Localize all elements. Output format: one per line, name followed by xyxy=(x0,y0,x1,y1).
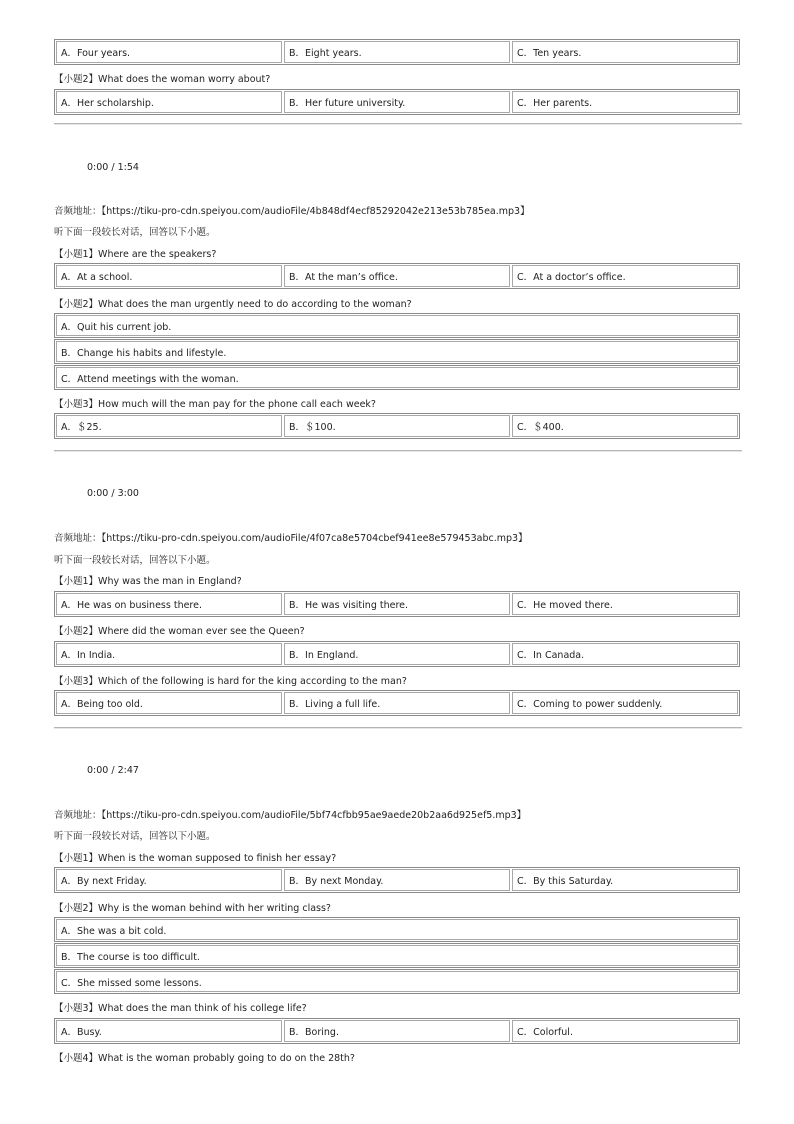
option-row xyxy=(54,867,740,893)
option-b[interactable]: B．In England. xyxy=(284,643,510,665)
option-row xyxy=(54,413,740,439)
question-title: 【小题1】When is the woman supposed to finish her essay? xyxy=(54,853,337,864)
section-divider xyxy=(54,727,742,729)
option-row xyxy=(54,313,740,338)
option-b[interactable]: B．At the man’s office. xyxy=(284,265,510,287)
question-title: 【小题3】Which of the following is hard for the king according to the man? xyxy=(54,676,407,687)
question-title: 【小题2】Why is the woman behind with her writing class? xyxy=(54,903,331,914)
option-row xyxy=(54,690,740,716)
option-b[interactable]: B．By next Monday. xyxy=(284,869,510,891)
audio-time[interactable]: 0:00 / 1:54 xyxy=(87,162,139,173)
option-row xyxy=(54,943,740,968)
question-title: 【小题3】What does the man think of his college life? xyxy=(54,1003,307,1014)
option-a[interactable]: A．He was on business there. xyxy=(56,593,282,615)
option-a[interactable]: A．She was a bit cold. xyxy=(56,919,738,940)
question-title: 【小题1】Where are the speakers? xyxy=(54,249,217,260)
option-c[interactable]: C．Colorful. xyxy=(512,1020,738,1042)
option-row xyxy=(54,917,740,942)
option-row xyxy=(54,39,740,65)
instruction: 听下面一段较长对话，回答以下小题。 xyxy=(54,831,216,842)
question-title: 【小题3】How much will the man pay for the phone call each week? xyxy=(54,399,376,410)
option-row xyxy=(54,1018,740,1044)
audio-time[interactable]: 0:00 / 2:47 xyxy=(87,765,139,776)
option-b[interactable]: B．＄100. xyxy=(284,415,510,437)
question-title: 【小题1】Why was the man in England? xyxy=(54,576,242,587)
section-divider xyxy=(54,450,742,452)
option-row xyxy=(54,969,740,994)
option-b[interactable]: B．Living a full life. xyxy=(284,692,510,714)
option-c[interactable]: C．Attend meetings with the woman. xyxy=(56,367,738,388)
question-title: 【小题2】What does the man urgently need to do according to the woman? xyxy=(54,299,412,310)
option-c[interactable]: C．＄400. xyxy=(512,415,738,437)
option-a[interactable]: A．Being too old. xyxy=(56,692,282,714)
instruction: 听下面一段较长对话，回答以下小题。 xyxy=(54,555,216,566)
option-b[interactable]: B．Boring. xyxy=(284,1020,510,1042)
option-a[interactable]: A．Four years. xyxy=(56,41,282,63)
option-c[interactable]: C．Coming to power suddenly. xyxy=(512,692,738,714)
option-b[interactable]: B．Eight years. xyxy=(284,41,510,63)
option-a[interactable]: A．＄25. xyxy=(56,415,282,437)
option-a[interactable]: A．Busy. xyxy=(56,1020,282,1042)
option-a[interactable]: A．By next Friday. xyxy=(56,869,282,891)
question-title: 【小题4】What is the woman probably going to do on the 28th? xyxy=(54,1053,355,1064)
option-row xyxy=(54,641,740,667)
option-a[interactable]: A．At a school. xyxy=(56,265,282,287)
option-b[interactable]: B．The course is too difficult. xyxy=(56,945,738,966)
audio-time[interactable]: 0:00 / 3:00 xyxy=(87,488,139,499)
audio-url: 音频地址：【https://tiku-pro-cdn.speiyou.com/audioFile/4f07ca8e5704cbef941ee8e579453abc.mp3】 xyxy=(54,533,528,544)
question-title: 【小题2】What does the woman worry about? xyxy=(54,74,271,85)
option-a[interactable]: A．Quit his current job. xyxy=(56,315,738,336)
option-row xyxy=(54,591,740,617)
option-c[interactable]: C．By this Saturday. xyxy=(512,869,738,891)
instruction: 听下面一段较长对话，回答以下小题。 xyxy=(54,227,216,238)
option-b[interactable]: B．Her future university. xyxy=(284,91,510,113)
option-c[interactable]: C．Ten years. xyxy=(512,41,738,63)
option-c[interactable]: C．He moved there. xyxy=(512,593,738,615)
option-b[interactable]: B．Change his habits and lifestyle. xyxy=(56,341,738,362)
option-row xyxy=(54,263,740,289)
audio-url: 音频地址：【https://tiku-pro-cdn.speiyou.com/audioFile/4b848df4ecf85292042e213e53b785ea.mp3】 xyxy=(54,206,530,217)
option-row xyxy=(54,339,740,364)
option-a[interactable]: A．In India. xyxy=(56,643,282,665)
option-c[interactable]: C．Her parents. xyxy=(512,91,738,113)
option-b[interactable]: B．He was visiting there. xyxy=(284,593,510,615)
option-row xyxy=(54,89,740,115)
option-a[interactable]: A．Her scholarship. xyxy=(56,91,282,113)
audio-url: 音频地址：【https://tiku-pro-cdn.speiyou.com/audioFile/5bf74cfbb95ae9aede20b2aa6d925ef5.mp3】 xyxy=(54,810,527,821)
option-c[interactable]: C．At a doctor’s office. xyxy=(512,265,738,287)
question-title: 【小题2】Where did the woman ever see the Queen? xyxy=(54,626,305,637)
section-divider xyxy=(54,123,742,125)
option-c[interactable]: C．In Canada. xyxy=(512,643,738,665)
option-c[interactable]: C．She missed some lessons. xyxy=(56,971,738,992)
option-row xyxy=(54,365,740,390)
